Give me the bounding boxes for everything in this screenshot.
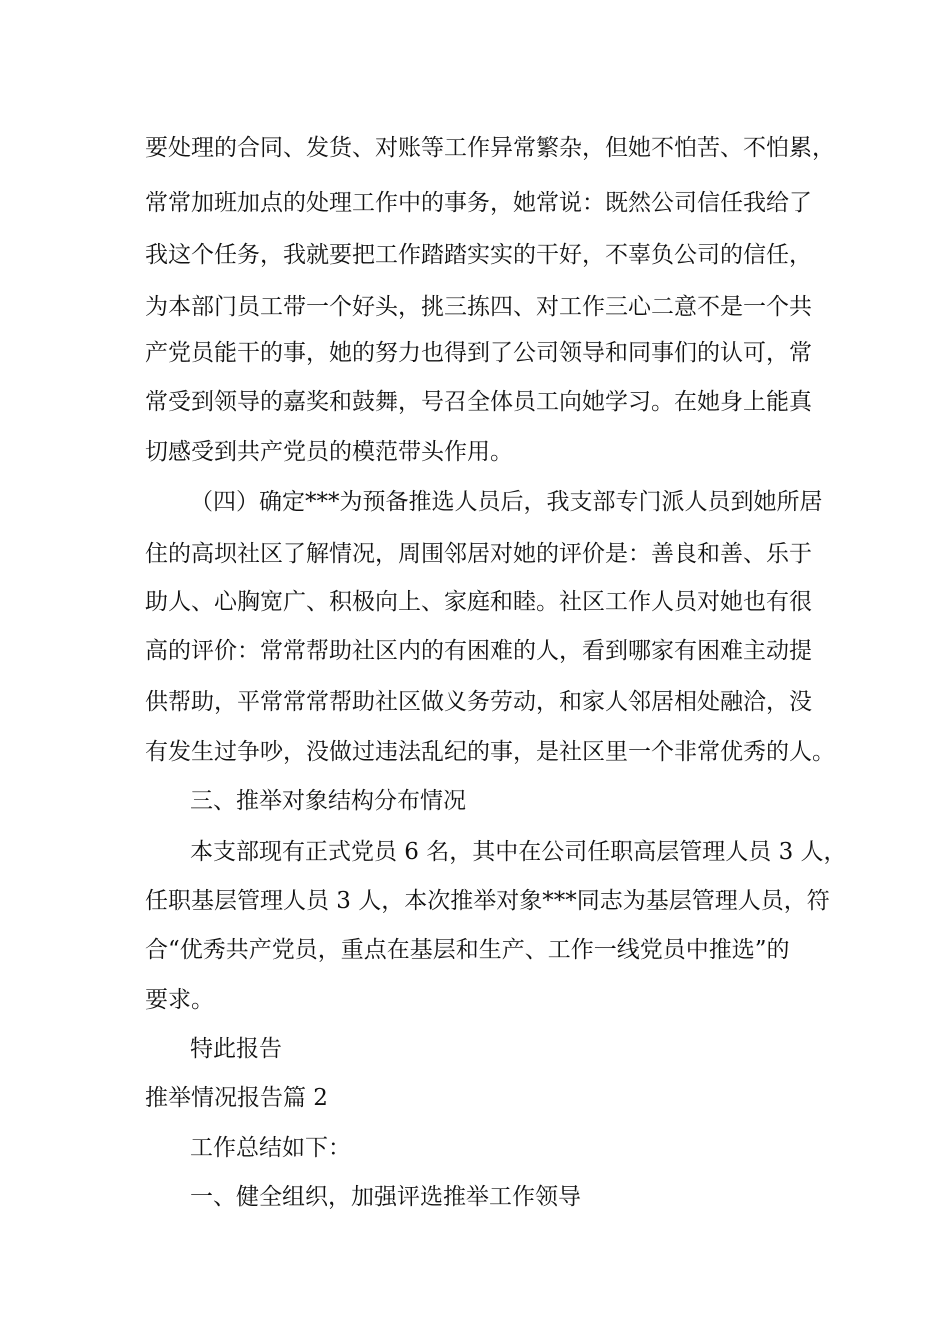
paragraph-line: 产党员能干的事，她的努力也得到了公司领导和同事们的认可，常: [145, 340, 812, 366]
paragraph-line: 本支部现有正式党员 6 名，其中在公司任职高层管理人员 3 人，: [190, 839, 847, 865]
paragraph-line: 为本部门员工带一个好头，挑三拣四、对工作三心二意不是一个共: [145, 294, 812, 320]
paragraph-line: 我这个任务，我就要把工作踏踏实实的干好，不辜负公司的信任，: [145, 242, 812, 268]
paragraph-line: 有发生过争吵，没做过违法乱纪的事，是社区里一个非常优秀的人。: [145, 739, 835, 765]
paragraph-line: 常受到领导的嘉奖和鼓舞，号召全体员工向她学习。在她身上能真: [145, 389, 812, 415]
report-title: 推举情况报告篇 2: [145, 1085, 328, 1111]
paragraph-line: 供帮助，平常常常帮助社区做义务劳动，和家人邻居相处融洽，没: [145, 689, 812, 715]
paragraph-line: 高的评价：常常帮助社区内的有困难的人，看到哪家有困难主动提: [145, 638, 812, 664]
paragraph-line: 要求。: [145, 987, 214, 1013]
paragraph-line: 合“优秀共产党员，重点在基层和生产、工作一线党员中推选”的: [145, 937, 790, 963]
paragraph-line: 切感受到共产党员的模范带头作用。: [145, 439, 513, 465]
paragraph-line: 助人、心胸宽广、积极向上、家庭和睦。社区工作人员对她也有很: [145, 589, 812, 615]
paragraph-line: （四）确定***为预备推选人员后，我支部专门派人员到她所居: [190, 489, 823, 515]
closing-text: 特此报告: [190, 1036, 282, 1062]
paragraph-line: 要处理的合同、发货、对账等工作异常繁杂，但她不怕苦、不怕累，: [145, 135, 835, 161]
paragraph-line: 住的高坝社区了解情况，周围邻居对她的评价是：善良和善、乐于: [145, 541, 812, 567]
paragraph-line: 任职基层管理人员 3 人，本次推举对象***同志为基层管理人员，符: [145, 888, 830, 914]
section-heading: 三、推举对象结构分布情况: [190, 788, 466, 814]
section-heading: 一、健全组织，加强评选推举工作领导: [190, 1184, 581, 1210]
paragraph-line: 常常加班加点的处理工作中的事务，她常说：既然公司信任我给了: [145, 190, 812, 216]
paragraph-line: 工作总结如下：: [190, 1135, 351, 1161]
